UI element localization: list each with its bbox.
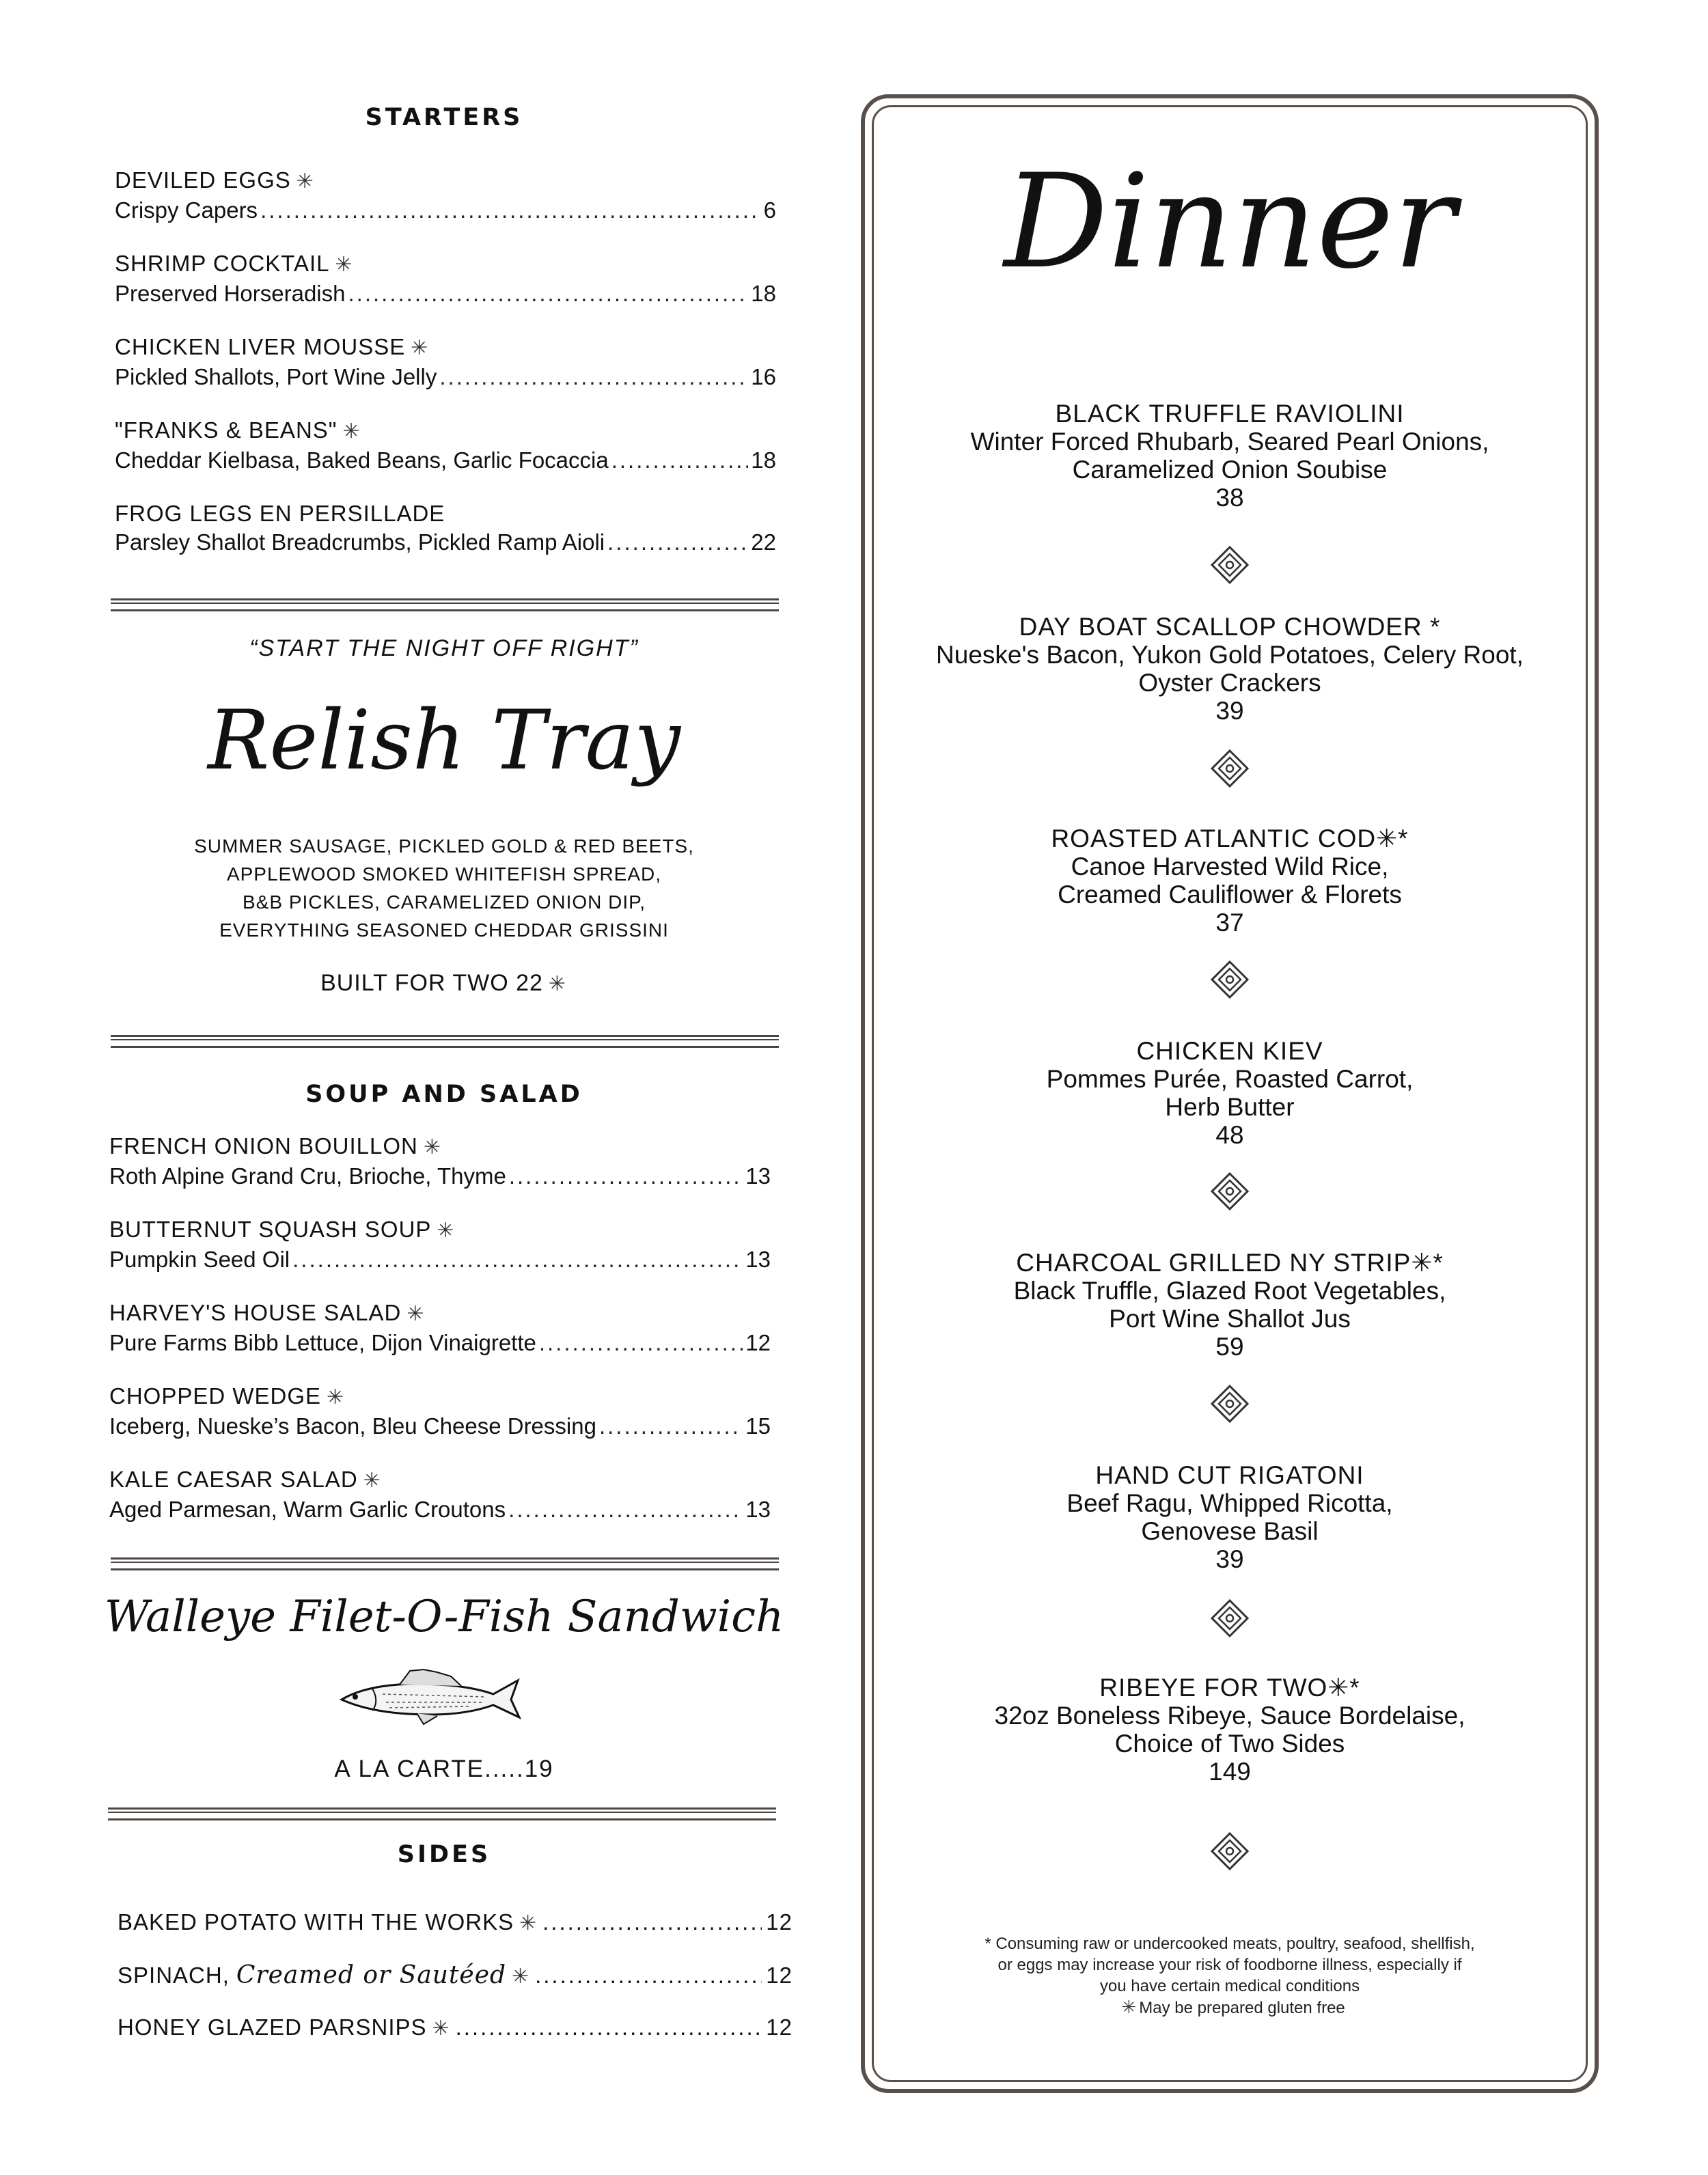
relish-line: B&B PICKLES, CARAMELIZED ONION DIP, bbox=[243, 891, 646, 913]
diamond-ornament-icon bbox=[1209, 1383, 1250, 1424]
item-name: FROG LEGS EN PERSILLADE bbox=[115, 501, 445, 526]
relish-description bbox=[109, 832, 779, 944]
relish-price bbox=[109, 970, 779, 997]
dot-leader bbox=[611, 446, 749, 475]
dish-name: HAND CUT RIGATONI bbox=[1095, 1461, 1364, 1489]
menu-item bbox=[115, 333, 776, 391]
menu-item bbox=[115, 499, 776, 557]
side-item bbox=[118, 2014, 793, 2040]
item-description: Pumpkin Seed Oil bbox=[109, 1247, 290, 1272]
side-price: 12 bbox=[766, 1909, 793, 1935]
relish-line: APPLEWOOD SMOKED WHITEFISH SPREAD, bbox=[226, 863, 662, 885]
star-icon: ✳ bbox=[512, 1965, 530, 1988]
dish-name: RIBEYE FOR TWO bbox=[1099, 1674, 1328, 1702]
dish-marks: * bbox=[1422, 613, 1441, 641]
dinner-dish bbox=[888, 613, 1571, 725]
item-name: SHRIMP COCKTAIL bbox=[115, 251, 330, 276]
item-name: DEVILED EGGS bbox=[115, 167, 291, 193]
relish-line: SUMMER SAUSAGE, PICKLED GOLD & RED BEETS, bbox=[194, 835, 694, 857]
item-name: CHOPPED WEDGE bbox=[109, 1383, 322, 1409]
star-icon: ✳ bbox=[1121, 1997, 1137, 2017]
dot-leader bbox=[509, 1162, 743, 1191]
star-icon: ✳ bbox=[296, 170, 314, 193]
dish-marks: ✳* bbox=[1376, 825, 1409, 853]
dish-description-line: Choice of Two Sides bbox=[1114, 1730, 1345, 1758]
item-price: 22 bbox=[751, 529, 776, 555]
item-price: 12 bbox=[745, 1330, 771, 1355]
dish-name: CHICKEN KIEV bbox=[1136, 1037, 1323, 1065]
dot-leader bbox=[348, 279, 748, 308]
dinner-dish bbox=[888, 1674, 1571, 1786]
dot-leader bbox=[456, 2014, 762, 2040]
section-divider bbox=[111, 1035, 779, 1048]
sides-heading: SIDES bbox=[397, 1841, 491, 1868]
dish-description-line: Caramelized Onion Soubise bbox=[1072, 456, 1388, 484]
footnote-line: * Consuming raw or undercooked meats, poultry, seafood, shellfish, bbox=[984, 1935, 1475, 1953]
star-icon: ✳ bbox=[423, 1136, 441, 1159]
star-icon: ✳ bbox=[326, 1386, 345, 1409]
relish-title: Relish Tray bbox=[208, 693, 680, 788]
dish-price: 149 bbox=[1209, 1758, 1251, 1786]
item-name: HARVEY'S HOUSE SALAD bbox=[109, 1300, 402, 1325]
side-name-script: Creamed or Sautéed bbox=[236, 1961, 507, 1989]
relish-price-text: BUILT FOR TWO 22 bbox=[320, 970, 543, 996]
sandwich-title: Walleye Filet-O-Fish Sandwich bbox=[104, 1592, 784, 1642]
dish-price: 37 bbox=[1215, 909, 1244, 937]
dish-description-line: Herb Butter bbox=[1165, 1093, 1295, 1121]
dot-leader bbox=[607, 528, 748, 557]
item-price: 13 bbox=[745, 1163, 771, 1189]
item-description: Preserved Horseradish bbox=[115, 281, 346, 306]
menu-item bbox=[109, 1299, 771, 1357]
menu-item bbox=[109, 1215, 771, 1274]
dish-marks: ✳* bbox=[1411, 1249, 1444, 1277]
item-description: Parsley Shallot Breadcrumbs, Pickled Ramp Aioli bbox=[115, 529, 605, 555]
sandwich-price: A LA CARTE.....19 bbox=[334, 1756, 554, 1782]
menu-item bbox=[109, 1132, 771, 1191]
item-description: Pure Farms Bibb Lettuce, Dijon Vinaigrette bbox=[109, 1330, 536, 1355]
menu-item bbox=[115, 166, 776, 225]
dot-leader bbox=[539, 1329, 743, 1357]
side-item bbox=[118, 1909, 793, 1935]
item-name: KALE CAESAR SALAD bbox=[109, 1467, 358, 1492]
star-icon: ✳ bbox=[432, 2017, 450, 2040]
dish-description-line: Beef Ragu, Whipped Ricotta, bbox=[1066, 1489, 1393, 1517]
dot-leader bbox=[599, 1412, 743, 1441]
item-description: Roth Alpine Grand Cru, Brioche, Thyme bbox=[109, 1163, 506, 1189]
dot-leader bbox=[292, 1245, 743, 1274]
star-icon: ✳ bbox=[519, 1912, 538, 1935]
item-name: "FRANKS & BEANS" bbox=[115, 417, 338, 443]
dish-description-line: Port Wine Shallot Jus bbox=[1109, 1305, 1351, 1333]
relish-tagline: “START THE NIGHT OFF RIGHT” bbox=[249, 635, 639, 661]
footnote-line: or eggs may increase your risk of foodborne illness, especially if bbox=[997, 1956, 1462, 1974]
item-name: FRENCH ONION BOUILLON bbox=[109, 1133, 418, 1159]
dish-description-line: Black Truffle, Glazed Root Vegetables, bbox=[1013, 1277, 1446, 1305]
star-icon: ✳ bbox=[437, 1219, 455, 1242]
menu-item bbox=[109, 1382, 771, 1441]
starters-heading: STARTERS bbox=[365, 104, 523, 131]
side-item bbox=[118, 1961, 793, 1989]
dish-price: 59 bbox=[1215, 1333, 1244, 1361]
item-description: Iceberg, Nueske’s Bacon, Bleu Cheese Dressing bbox=[109, 1413, 596, 1439]
diamond-ornament-icon bbox=[1209, 1831, 1250, 1872]
star-icon: ✳ bbox=[411, 337, 429, 359]
dinner-title: Dinner bbox=[1004, 146, 1456, 297]
dot-leader bbox=[508, 1495, 743, 1524]
star-icon: ✳ bbox=[363, 1469, 381, 1492]
diamond-ornament-icon bbox=[1209, 748, 1250, 789]
dish-name: DAY BOAT SCALLOP CHOWDER bbox=[1019, 613, 1422, 641]
section-divider bbox=[111, 598, 779, 611]
diamond-ornament-icon bbox=[1209, 544, 1250, 585]
side-name: BAKED POTATO WITH THE WORKS bbox=[118, 1909, 514, 1935]
item-price: 13 bbox=[745, 1247, 771, 1272]
dish-description-line: Pommes Purée, Roasted Carrot, bbox=[1046, 1065, 1414, 1093]
dish-description-line: 32oz Boneless Ribeye, Sauce Bordelaise, bbox=[994, 1702, 1465, 1730]
dish-name: ROASTED ATLANTIC COD bbox=[1051, 825, 1377, 853]
dish-description-line: Creamed Cauliflower & Florets bbox=[1058, 881, 1402, 909]
item-description: Crispy Capers bbox=[115, 197, 258, 223]
dinner-dish bbox=[888, 825, 1571, 937]
star-icon: ✳ bbox=[335, 253, 353, 276]
item-name: BUTTERNUT SQUASH SOUP bbox=[109, 1217, 432, 1242]
item-price: 15 bbox=[745, 1413, 771, 1439]
fish-icon bbox=[335, 1667, 526, 1728]
dot-leader bbox=[439, 363, 748, 391]
menu-item bbox=[109, 1465, 771, 1524]
dot-leader bbox=[535, 1963, 762, 1989]
dinner-dish bbox=[888, 1037, 1571, 1149]
side-price: 12 bbox=[766, 2014, 793, 2040]
dot-leader bbox=[260, 196, 761, 225]
dish-price: 38 bbox=[1215, 484, 1244, 512]
section-divider bbox=[111, 1557, 779, 1570]
dinner-dish bbox=[888, 400, 1571, 512]
diamond-ornament-icon bbox=[1209, 959, 1250, 1000]
side-price: 12 bbox=[766, 1963, 793, 1988]
section-divider bbox=[108, 1807, 776, 1820]
dish-marks: ✳* bbox=[1327, 1674, 1360, 1702]
item-description: Aged Parmesan, Warm Garlic Croutons bbox=[109, 1497, 506, 1522]
dish-description-line: Canoe Harvested Wild Rice, bbox=[1071, 853, 1389, 881]
item-description: Pickled Shallots, Port Wine Jelly bbox=[115, 364, 437, 389]
footnote-line: you have certain medical conditions bbox=[1099, 1977, 1360, 1995]
dinner-dish bbox=[888, 1461, 1571, 1573]
star-icon: ✳ bbox=[342, 420, 361, 443]
dinner-dish bbox=[888, 1249, 1571, 1361]
dish-description-line: Nueske's Bacon, Yukon Gold Potatoes, Celery Root, bbox=[936, 641, 1524, 669]
relish-line: EVERYTHING SEASONED CHEDDAR GRISSINI bbox=[219, 919, 669, 941]
item-name: CHICKEN LIVER MOUSSE bbox=[115, 334, 406, 359]
star-icon: ✳ bbox=[407, 1303, 425, 1325]
soup-salad-heading: SOUP AND SALAD bbox=[305, 1081, 583, 1108]
footnote-line: May be prepared gluten free bbox=[1139, 1999, 1345, 2017]
item-price: 18 bbox=[751, 281, 776, 306]
item-description: Cheddar Kielbasa, Baked Beans, Garlic Focaccia bbox=[115, 447, 609, 473]
menu-item bbox=[115, 416, 776, 475]
diamond-ornament-icon bbox=[1209, 1598, 1250, 1639]
star-icon: ✳ bbox=[548, 973, 566, 995]
dish-description-line: Genovese Basil bbox=[1141, 1517, 1319, 1545]
side-name: HONEY GLAZED PARSNIPS bbox=[118, 2014, 427, 2040]
item-price: 13 bbox=[745, 1497, 771, 1522]
menu-item bbox=[115, 249, 776, 308]
item-price: 16 bbox=[751, 364, 776, 389]
side-name: SPINACH, bbox=[118, 1963, 230, 1988]
dinner-footnote bbox=[888, 1933, 1571, 2019]
dish-price: 48 bbox=[1215, 1121, 1244, 1149]
dish-description-line: Oyster Crackers bbox=[1138, 669, 1321, 697]
item-price: 18 bbox=[751, 447, 776, 473]
dish-price: 39 bbox=[1215, 1545, 1244, 1573]
diamond-ornament-icon bbox=[1209, 1171, 1250, 1212]
item-price: 6 bbox=[763, 197, 776, 223]
dish-price: 39 bbox=[1215, 697, 1244, 725]
dish-description-line: Winter Forced Rhubarb, Seared Pearl Onions, bbox=[970, 428, 1489, 456]
dish-name: CHARCOAL GRILLED NY STRIP bbox=[1016, 1249, 1411, 1277]
dish-name: BLACK TRUFFLE RAVIOLINI bbox=[1055, 400, 1405, 428]
dot-leader bbox=[542, 1909, 762, 1935]
